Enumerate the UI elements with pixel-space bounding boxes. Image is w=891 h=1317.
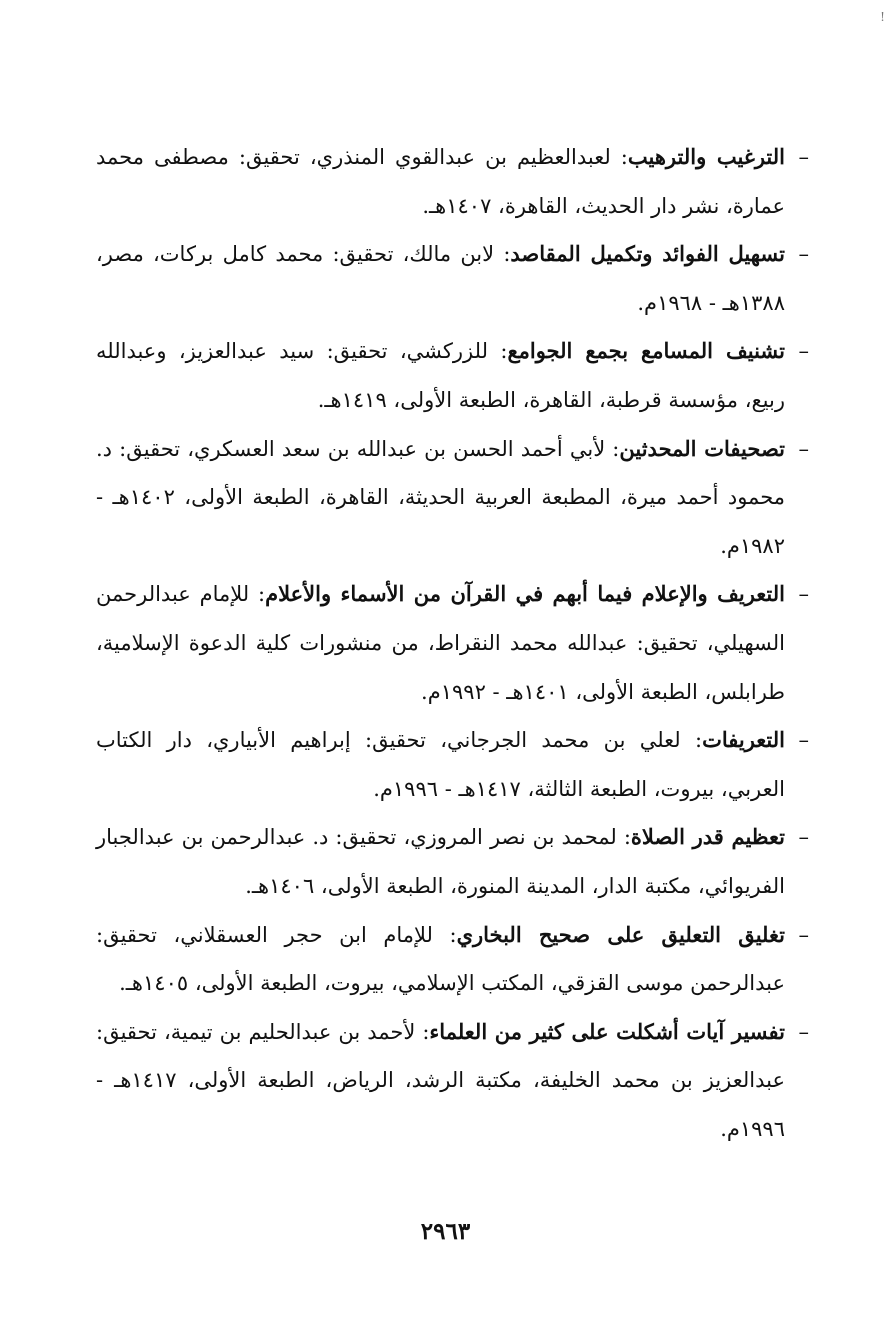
bibliography-entry <box>96 813 809 910</box>
entry-text: : لابن مالك، تحقيق: محمد كامل بركات، مصر، ١٣٨٨هـ - ١٩٦٨م. <box>96 242 785 315</box>
bibliography-entry <box>96 570 809 716</box>
entry-dash: – <box>798 339 809 364</box>
entry-text: : للإمام عبدالرحمن السهيلي، تحقيق: عبدالله محمد النقراط، من منشورات كلية الدعوة الإسلامية، طرابلس، الطبعة الأولى، ١٤٠١هـ - ١٩٩٢م. <box>96 582 785 704</box>
entry-text: : للزركشي، تحقيق: سيد عبدالعزيز، وعبدالله ربيع، مؤسسة قرطبة، القاهرة، الطبعة الأولى، ١٤١٩هـ. <box>96 339 785 412</box>
entry-dash: – <box>798 242 810 267</box>
entry-text: : لمحمد بن نصر المروزي، تحقيق: د. عبدالرحمن بن عبدالجبار الفريوائي، مكتبة الدار، المدينة المنورة، الطبعة الأولى، ١٤٠٦هـ. <box>96 825 785 898</box>
entry-text: : لأحمد بن عبدالحليم بن تيمية، تحقيق: عبدالعزيز بن محمد الخليفة، مكتبة الرشد، الرياض، الطبعة الأولى، ١٤١٧هـ - ١٩٩٦م. <box>96 1019 786 1141</box>
bibliography-entry <box>96 230 809 327</box>
entry-dash: – <box>798 436 809 461</box>
entry-dash: – <box>798 582 809 607</box>
entry-dash: – <box>798 825 809 850</box>
entry-title: التعريف والإعلام فيما أبهم في القرآن من الأسماء والأعلام <box>265 581 785 607</box>
entry-text: : لأبي أحمد الحسن بن عبدالله بن سعد العسكري، تحقيق: د. محمود أحمد ميرة، المطبعة العربية الحديثة، القاهرة، الطبعة الأولى، ١٤٠٢هـ - ١٩٨٢م. <box>96 436 785 558</box>
bibliography-entry <box>96 327 809 424</box>
entry-title: تصحيفات المحدثين <box>619 435 785 461</box>
bibliography-entry <box>96 425 809 571</box>
page-number: ٢٩٦٣ <box>420 1218 471 1245</box>
entry-title: تشنيف المسامع بجمع الجوامع <box>507 338 785 364</box>
entry-text: : للإمام ابن حجر العسقلاني، تحقيق: عبدالرحمن موسى القزقي، المكتب الإسلامي، بيروت، الطبعة الأولى، ١٤٠٥هـ. <box>96 922 785 996</box>
entry-title: الترغيب والترهيب <box>627 144 785 169</box>
entry-title: تغليق التعليق على صحيح البخاري <box>456 921 785 947</box>
entry-text: : لعبدالعظيم بن عبدالقوي المنذري، تحقيق: مصطفى محمد عمارة، نشر دار الحديث، القاهرة، ١٤٠٧هـ. <box>96 145 785 218</box>
bibliography-entry <box>96 911 809 1008</box>
corner-mark: ! <box>880 10 885 24</box>
bibliography-entry <box>96 133 809 230</box>
entry-dash: – <box>798 728 809 753</box>
entry-dash: – <box>798 1019 809 1044</box>
entry-title: تسهيل الفوائد وتكميل المقاصد <box>510 241 786 267</box>
bibliography-list <box>96 133 809 1153</box>
entry-title: التعريفات <box>702 727 785 753</box>
entry-dash: – <box>798 922 809 947</box>
bibliography-entry <box>96 1008 809 1154</box>
entry-dash: – <box>798 145 809 169</box>
bibliography-entry <box>96 716 809 813</box>
entry-text: : لعلي بن محمد الجرجاني، تحقيق: إبراهيم الأبياري، دار الكتاب العربي، بيروت، الطبعة الثالثة، ١٤١٧هـ - ١٩٩٦م. <box>96 728 785 801</box>
entry-title: تفسير آيات أشكلت على كثير من العلماء <box>429 1018 785 1044</box>
entry-title: تعظيم قدر الصلاة <box>630 824 785 850</box>
